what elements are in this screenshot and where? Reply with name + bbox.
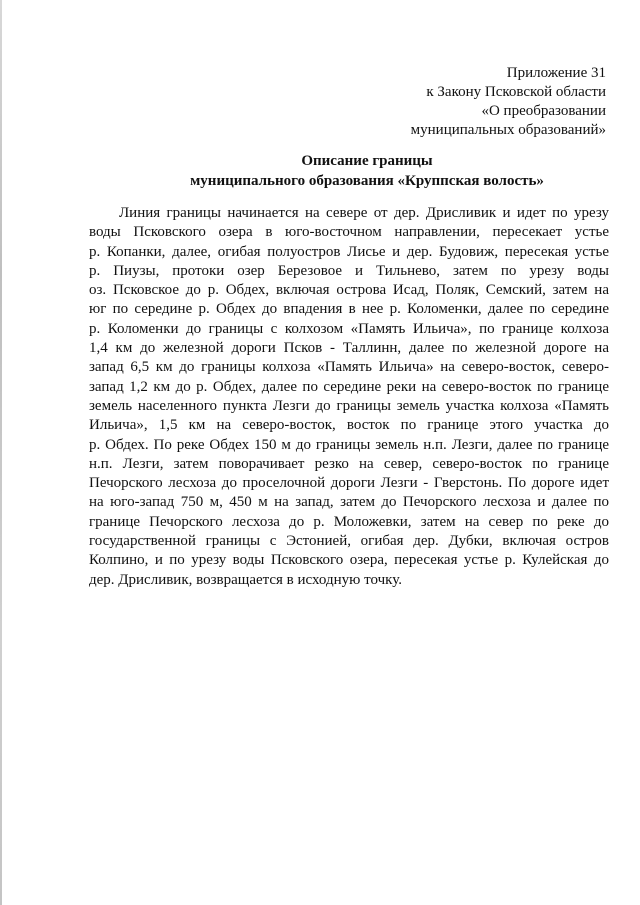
boundary-description [89, 204, 609, 590]
title-line-1: Описание границы [301, 153, 433, 169]
text-line: н.п. Лезги, затем поворачивает резко на север, северо-восток по границе [89, 455, 609, 472]
text-line: Линия границы начинается на севере от дер. Дрисливик и идет по урезу [119, 205, 609, 221]
text-line: Колпино, и по урезу воды Псковского озера, пересекая устье р. Кулейская до [89, 552, 609, 569]
text-line: оз. Псковское до р. Обдех, включая острова Исад, Поляк, Семский, затем на [89, 282, 609, 299]
text-line: р. Обдех. По реке Обдех 150 м до границы земель н.п. Лезги, далее по границе [89, 436, 609, 453]
text-line: границе Печорского лесхоза до р. Моложевки, затем на север по реке до [89, 513, 609, 530]
text-line: юг по середине р. Обдех до впадения в нее р. Коломенки, далее по середине [89, 301, 609, 318]
appendix-law-title-1: «О преобразовании [481, 103, 606, 119]
text-line: запад 1,2 км до р. Обдех, далее по середине реки на северо-восток по границе [89, 378, 609, 395]
title-line-2: муниципального образования «Круппская волость» [190, 173, 544, 189]
text-line: 1,4 км до железной дороги Псков - Таллинн, далее по железной дороге на [89, 340, 609, 357]
text-line: государственной границы с Эстонией, огибая дер. Дубки, включая остров [89, 533, 609, 550]
text-line: воды Псковского озера в юго-восточном направлении, пересекает устье [89, 224, 609, 241]
appendix-header [411, 64, 606, 140]
text-line: земель населенного пункта Лезги до границы земель участка колхоза «Память [89, 397, 609, 414]
appendix-law-title-2: муниципальных образований» [410, 122, 606, 138]
text-line: р. Пиузы, протоки озер Березовое и Тильнево, затем по урезу воды [89, 262, 609, 279]
appendix-law-ref: к Закону Псковской области [426, 84, 606, 100]
text-line: Печорского лесхоза до проселочной дороги Лезги - Гверстонь. По дороге идет [89, 475, 609, 492]
appendix-number: Приложение 31 [506, 65, 606, 81]
text-line: запад 6,5 км до границы колхоза «Память Ильича» на северо-восток, северо- [89, 359, 609, 376]
document-title [0, 151, 640, 191]
text-line: р. Копанки, далее, огибая полуостров Лисье и дер. Будовиж, пересекая устье [89, 243, 609, 260]
text-line: на юго-запад 750 м, 450 м на запад, затем до Печорского лесхоза и далее по [89, 494, 609, 511]
text-line: р. Коломенки до границы с колхозом «Память Ильича», по границе колхоза [89, 320, 609, 337]
text-line: дер. Дрисливик, возвращается в исходную точку. [89, 571, 402, 588]
text-line: Ильича», 1,5 км на северо-восток, восток по границе этого участка до [89, 417, 609, 434]
scan-edge [0, 0, 2, 905]
